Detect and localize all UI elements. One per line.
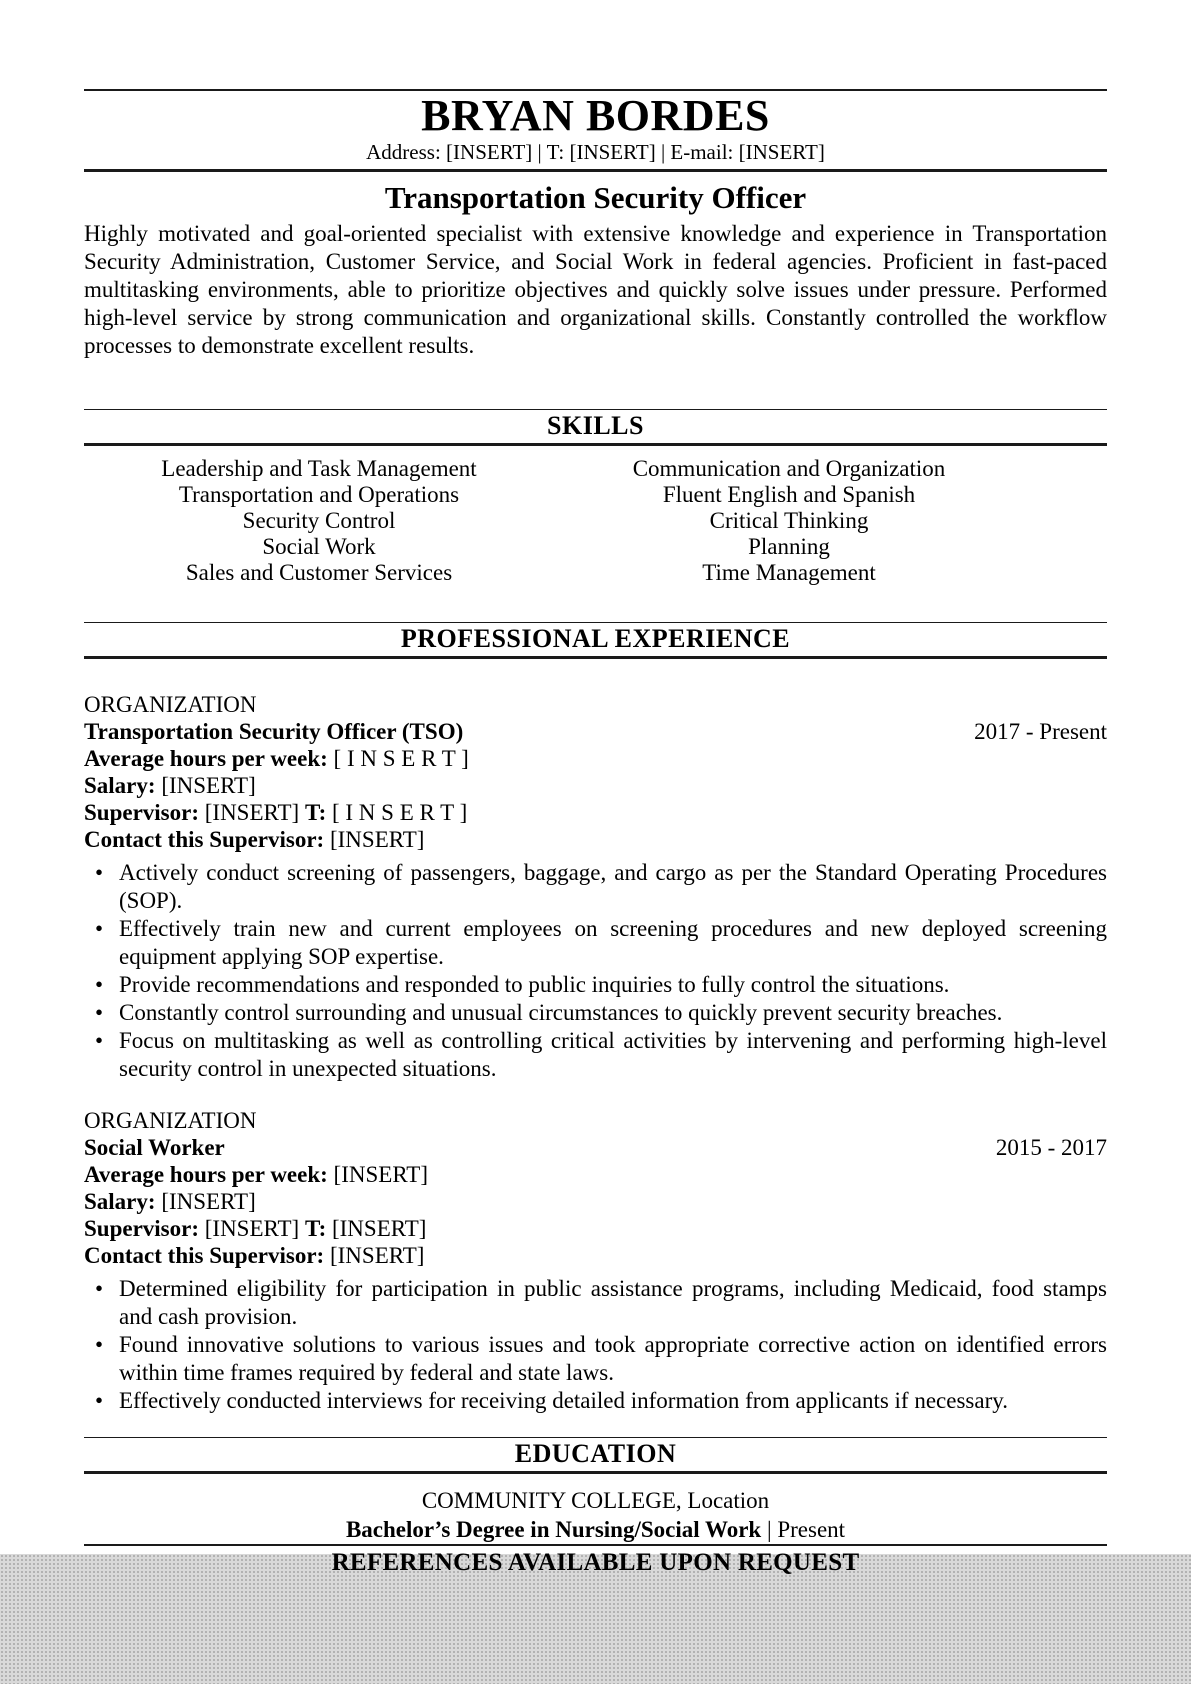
- job-title: Transportation Security Officer (TSO): [84, 719, 464, 745]
- skill-item: Security Control: [242, 508, 396, 534]
- bullet-text: Focus on multitasking as well as controlling critical activities by intervening and performing high-level security control in unexpected situations.: [119, 1028, 1107, 1082]
- job-block-social-worker: [84, 1107, 1107, 1415]
- detail-value: [INSERT]: [329, 1243, 425, 1269]
- bullet-item: [84, 915, 1107, 971]
- bullet-list: [84, 859, 1107, 1083]
- skill-item: Transportation and Operations: [178, 482, 460, 508]
- bullet-text: Determined eligibility for participation in public assistance programs, including Medicaid, food stamps and cash provision.: [119, 1276, 1107, 1330]
- job-title: Social Worker: [84, 1135, 225, 1161]
- bullet-text: Constantly control surrounding and unusual circumstances to quickly prevent security breaches.: [119, 1000, 1003, 1026]
- bullet-item: [84, 1275, 1107, 1331]
- bullet-icon: [95, 1027, 103, 1055]
- detail-label: Salary:: [84, 1189, 156, 1215]
- detail-value: [INSERT]: [333, 1162, 428, 1188]
- bullet-icon: [95, 1331, 103, 1359]
- detail-value: [ I N S E R T ]: [333, 746, 469, 772]
- detail-line-hours: [84, 745, 1107, 772]
- bullet-item: [84, 859, 1107, 915]
- skill-item: Time Management: [702, 560, 876, 586]
- bullet-icon: [95, 999, 103, 1027]
- skill-item: Critical Thinking: [709, 508, 869, 534]
- detail-label: Supervisor:: [84, 800, 199, 826]
- bullet-icon: [95, 971, 103, 999]
- bullet-item: [84, 999, 1107, 1027]
- detail-line-supervisor: [84, 799, 1107, 826]
- detail-label: T:: [304, 1216, 327, 1242]
- skill-item: Leadership and Task Management: [161, 456, 477, 482]
- bullet-item: [84, 1387, 1107, 1415]
- skill-item: Sales and Customer Services: [185, 560, 453, 586]
- detail-label: Salary:: [84, 773, 156, 799]
- contact-line: Address: [INSERT] | T: [INSERT] | E-mail: [INSERT]: [366, 140, 825, 164]
- skills-heading: SKILLS: [547, 411, 644, 441]
- education-heading: EDUCATION: [514, 1439, 677, 1469]
- skills-grid: [84, 456, 1024, 586]
- bullet-icon: [95, 915, 103, 943]
- detail-line-hours: [84, 1161, 1107, 1188]
- education-section-header: [84, 1437, 1107, 1474]
- references-divider: [84, 1544, 1107, 1546]
- section-divider-top: [84, 622, 1107, 623]
- bullet-text: Provide recommendations and responded to public inquiries to fully control the situations.: [119, 972, 950, 998]
- detail-line-contact: [84, 826, 1107, 853]
- section-divider-bottom: [84, 1471, 1107, 1474]
- detail-value: [INSERT]: [204, 1216, 300, 1242]
- skills-section-header: [84, 409, 1107, 446]
- education-status: Present: [777, 1516, 846, 1542]
- education-school: COMMUNITY COLLEGE, Location: [421, 1487, 770, 1513]
- detail-value: [INSERT]: [161, 773, 256, 799]
- detail-label: Average hours per week:: [84, 1162, 328, 1188]
- bullet-text: Actively conduct screening of passengers, baggage, and cargo as per the Standard Operating Procedures (SOP).: [119, 860, 1107, 914]
- detail-label: Average hours per week:: [84, 746, 328, 772]
- job-title-row: [84, 718, 1107, 745]
- detail-label: T:: [304, 800, 327, 826]
- skill-item: Planning: [748, 534, 830, 560]
- detail-line-supervisor: [84, 1215, 1107, 1242]
- bullet-text: Effectively train new and current employees on screening procedures and new deployed screening equipment applying SOP expertise.: [119, 916, 1107, 970]
- section-divider-top: [84, 1437, 1107, 1438]
- experience-heading: PROFESSIONAL EXPERIENCE: [400, 624, 791, 654]
- education-separator: |: [766, 1516, 772, 1542]
- skill-item: Fluent English and Spanish: [662, 482, 916, 508]
- org-label: ORGANIZATION: [84, 692, 257, 718]
- org-label: ORGANIZATION: [84, 1108, 257, 1134]
- job-dates: 2017 - Present: [974, 719, 1107, 745]
- skill-item: Communication and Organization: [632, 456, 946, 482]
- resume-title: Transportation Security Officer: [384, 180, 807, 216]
- bullet-text: Found innovative solutions to various issues and took appropriate corrective action on identified errors within time frames required by federal and state laws.: [119, 1332, 1107, 1386]
- detail-value: [INSERT]: [204, 800, 300, 826]
- bullet-item: [84, 1027, 1107, 1083]
- detail-value: [INSERT]: [331, 1216, 427, 1242]
- candidate-name: BRYAN BORDES: [421, 91, 770, 140]
- bullet-item: [84, 1331, 1107, 1387]
- education-degree: Bachelor’s Degree in Nursing/Social Work: [345, 1516, 762, 1542]
- bullet-icon: [95, 1275, 103, 1303]
- references-section: [84, 1544, 1107, 1576]
- section-divider-top: [84, 409, 1107, 410]
- detail-line-salary: [84, 1188, 1107, 1215]
- bullet-icon: [95, 1387, 103, 1415]
- bullet-icon: [95, 859, 103, 887]
- detail-value: [INSERT]: [329, 827, 425, 853]
- experience-section-header: [84, 622, 1107, 659]
- detail-label: Supervisor:: [84, 1216, 199, 1242]
- references-heading: REFERENCES AVAILABLE UPON REQUEST: [331, 1548, 860, 1576]
- section-divider-bottom: [84, 656, 1107, 659]
- summary-text: Highly motivated and goal-oriented specialist with extensive knowledge and experience in Transportation Security Administration, Customer Service, and Social Work in federal agencies. Proficient in fast-paced multitasking environments, able to prioritize objectives and quickly solve issues under pressure. Performed high-level service by strong communication and organizational skills. Constantly controlled the workflow processes to demonstrate excellent results.: [84, 221, 1107, 359]
- job-block-tso: [84, 691, 1107, 1083]
- detail-value: [INSERT]: [161, 1189, 256, 1215]
- detail-line-salary: [84, 772, 1107, 799]
- skills-column-right: [554, 456, 1024, 586]
- section-divider-bottom: [84, 443, 1107, 446]
- skill-item: Social Work: [262, 534, 376, 560]
- skills-column-left: [84, 456, 554, 586]
- bullet-text: Effectively conducted interviews for receiving detailed information from applicants if necessary.: [119, 1388, 1008, 1414]
- detail-label: Contact this Supervisor:: [84, 827, 325, 853]
- bullet-item: [84, 971, 1107, 999]
- job-title-row: [84, 1134, 1107, 1161]
- detail-value: [ I N S E R T ]: [331, 800, 468, 826]
- detail-line-contact: [84, 1242, 1107, 1269]
- detail-label: Contact this Supervisor:: [84, 1243, 325, 1269]
- header-bottom-divider: [84, 169, 1107, 172]
- education-degree-line: [84, 1515, 1107, 1544]
- job-dates: 2015 - 2017: [995, 1135, 1107, 1161]
- bullet-list: [84, 1275, 1107, 1415]
